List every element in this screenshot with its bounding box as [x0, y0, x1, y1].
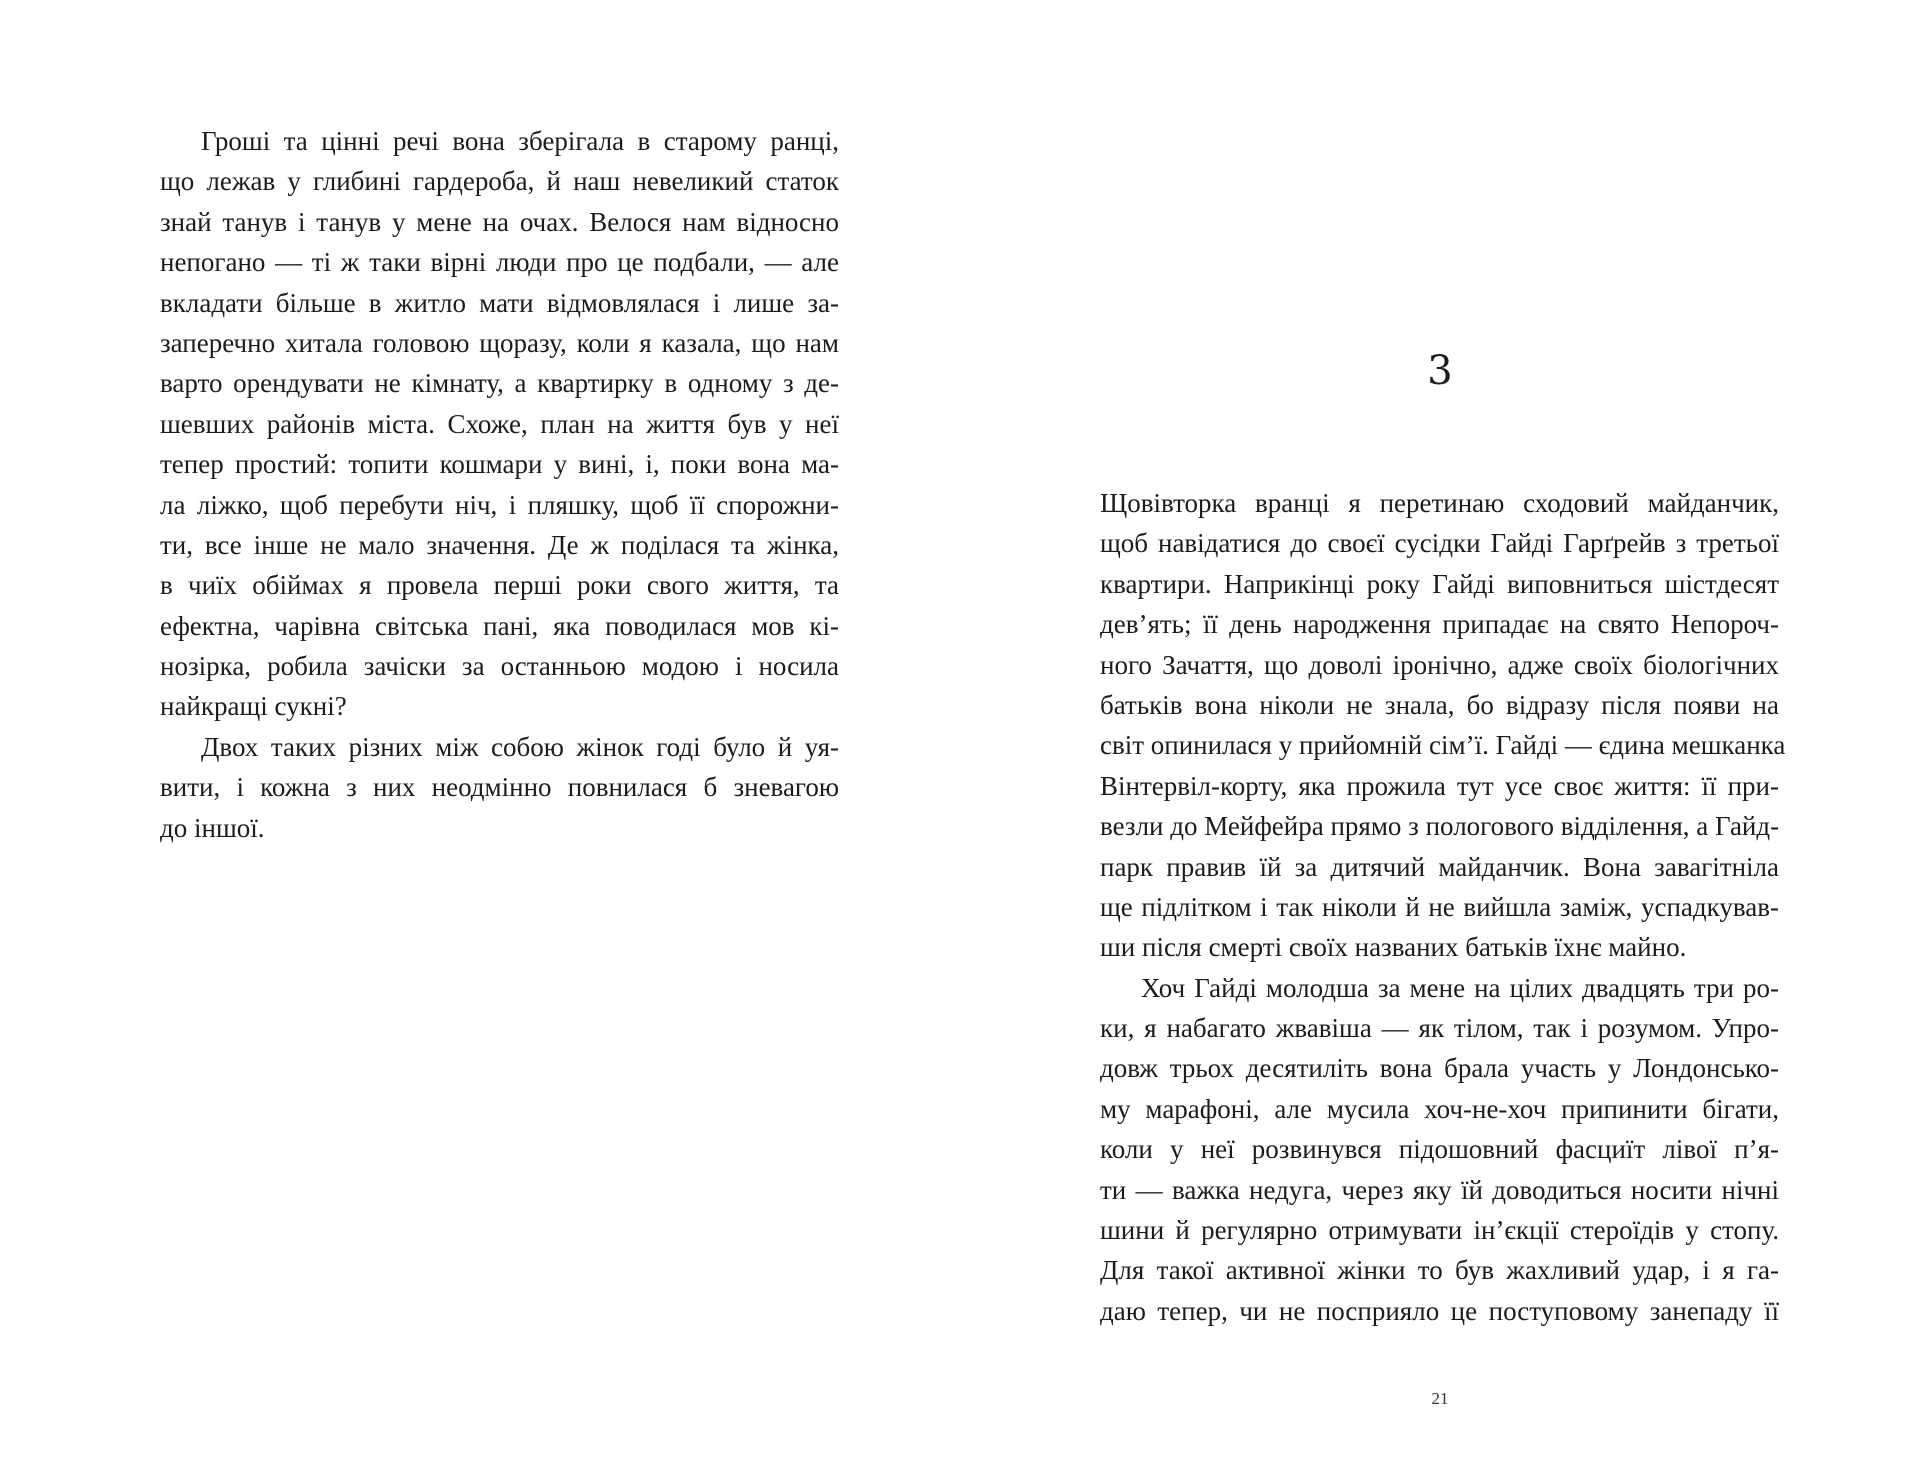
text-line: світ опинилася у прийомній сім’ї. Гайді — єдина мешканка — [1100, 730, 1786, 761]
right-page — [960, 0, 1920, 1474]
text-line: батьків вона ніколи не знала, бо відразу після появи на — [1100, 689, 1779, 720]
text-line: що лежав у глибині гардероба, й наш невеликий статок — [160, 166, 839, 197]
text-line: ще підлітком і так ніколи й не вийшла заміж, успадкував- — [1100, 891, 1779, 922]
text-line: до іншої. — [160, 812, 265, 843]
text-line: вити, і кожна з них неодмінно повнилася б зневагою — [160, 772, 839, 803]
text-line: Щовівторка вранці я перетинаю сходовий майданчик, — [1100, 488, 1779, 518]
chapter-number: 3 — [1427, 348, 1453, 394]
text-line: шини й регулярно отримувати ін’єкції стероїдів у стопу. — [1100, 1215, 1779, 1246]
text-line: непогано — ті ж таки вірні люди про це подбали, — але — [160, 247, 839, 278]
text-line: знай танув і танув у мене на очах. Велося нам відносно — [160, 206, 839, 237]
text-line: Хоч Гайді молодша за мене на цілих двадцять три ро- — [1141, 972, 1779, 1003]
text-line: ла ліжко, щоб перебути ніч, і пляшку, щоб її спорожни- — [160, 489, 839, 520]
text-line: в чиїх обіймах я провела перші роки свого життя, та — [160, 570, 839, 601]
text-line: найкращі сукні? — [160, 691, 347, 722]
text-line: Вінтервіл-корту, яка прожила тут усе своє життя: її при- — [1100, 770, 1779, 801]
page-number: 21 — [1431, 1389, 1449, 1408]
text-line: му марафоні, але мусила хоч-не-хоч припинити бігати, — [1100, 1093, 1779, 1124]
text-line: нозірка, робила зачіски за останньою модою і носила — [160, 651, 839, 682]
text-line: щоб навідатися до своєї сусідки Гайді Гарґрейв з третьої — [1100, 528, 1779, 559]
text-line: везли до Мейфейра прямо з пологового відділення, а Гайд- — [1100, 811, 1780, 842]
text-line: ти, все інше не мало значення. Де ж поділася та жінка, — [160, 529, 839, 560]
text-line: Гроші та цінні речі вона зберігала в старому ранці, — [201, 126, 839, 156]
text-line: ного Зачаття, що доволі іронічно, адже своїх біологічних — [1100, 649, 1779, 680]
text-line: ши після смерті своїх названих батьків їхнє майно. — [1100, 932, 1687, 963]
left-page-text — [160, 121, 839, 848]
text-line: парк правив їй за дитячий майданчик. Вона завагітніла — [1100, 851, 1779, 882]
text-line: даю тепер, чи не посприяло це поступовому занепаду її — [1100, 1295, 1779, 1326]
text-line: Двох таких різних між собою жінок годі було й уя- — [201, 731, 839, 762]
text-line: коли у неї розвинувся підошовний фасциїт лівої п’я- — [1100, 1134, 1779, 1165]
text-line: шевших районів міста. Схоже, план на життя був у неї — [160, 408, 839, 439]
text-line: дев’ять; її день народження припадає на свято Непороч- — [1100, 609, 1779, 640]
right-page-text — [1100, 483, 1786, 1331]
text-line: вкладати більше в житло мати відмовлялася і лише за- — [160, 287, 839, 318]
text-line: ефектна, чарівна світська пані, яка поводилася мов кі- — [160, 610, 839, 641]
text-line: ки, я набагато жвавіша — як тілом, так і розумом. Упро- — [1100, 1013, 1779, 1044]
text-line: квартири. Наприкінці року Гайді виповниться шістдесят — [1100, 568, 1779, 599]
text-line: варто орендувати не кімнату, а квартирку в одному з де- — [160, 368, 839, 399]
text-line: ти — важка недуга, через яку їй доводиться носити нічні — [1100, 1174, 1779, 1205]
text-line: Для такої активної жінки то був жахливий удар, і я га- — [1100, 1255, 1779, 1286]
text-line: довж трьох десятиліть вона брала участь у Лондонсько- — [1100, 1053, 1779, 1084]
text-line: заперечно хитала головою щоразу, коли я казала, що нам — [160, 327, 839, 358]
text-line: тепер простий: топити кошмари у вині, і, поки вона ма- — [160, 449, 839, 480]
